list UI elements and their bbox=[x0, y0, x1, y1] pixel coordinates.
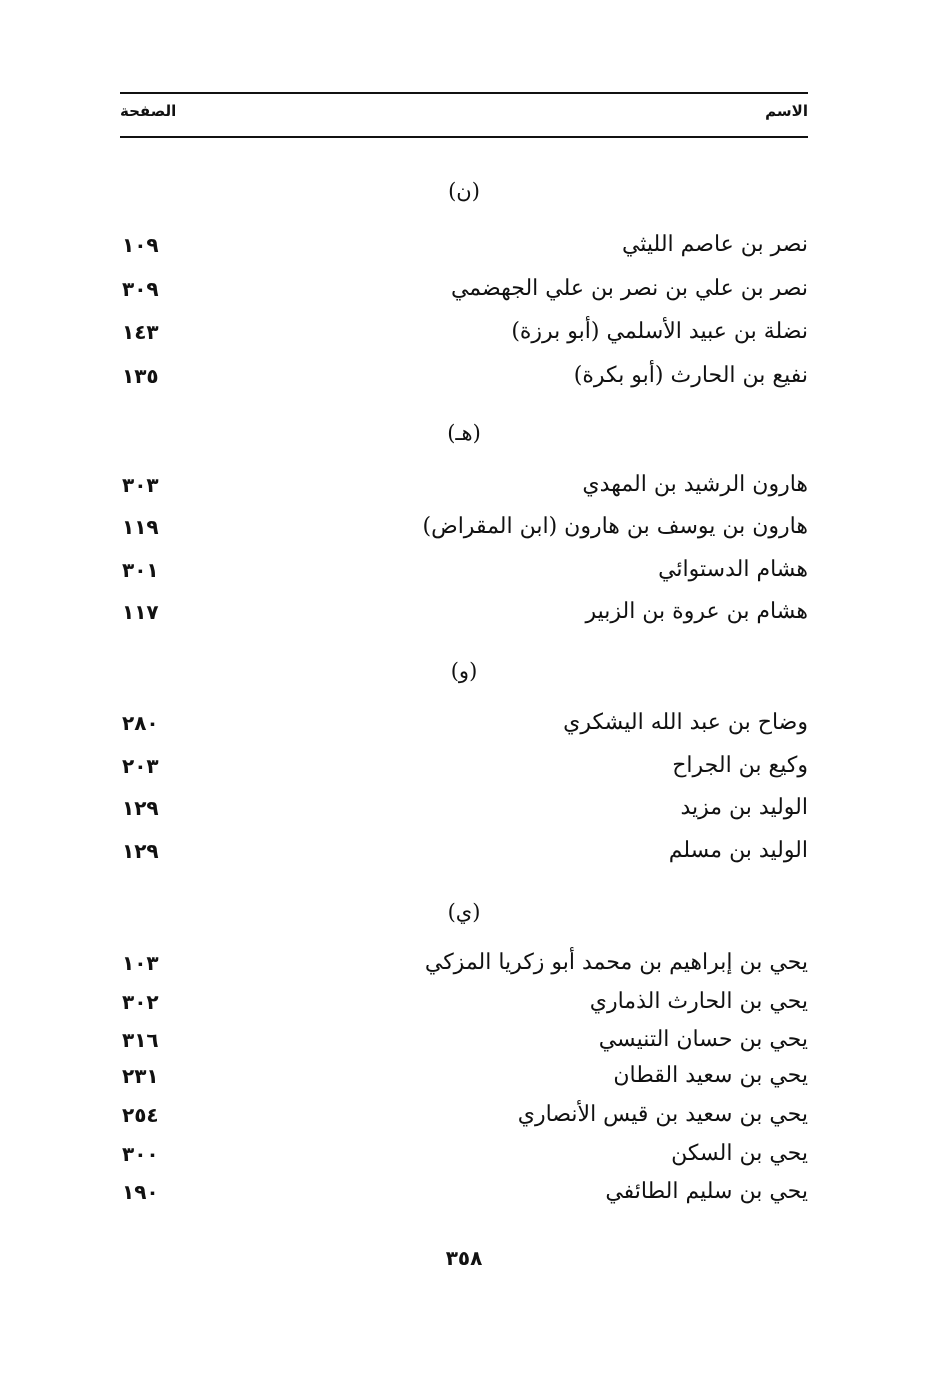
entry-page: ٢٥٤ bbox=[122, 1103, 159, 1127]
section-letter-waw: (و) bbox=[450, 659, 478, 683]
entry-name: الوليد بن مسلم bbox=[668, 838, 808, 863]
entry-name: يحي بن إبراهيم بن محمد أبو زكريا المزكي bbox=[424, 950, 808, 975]
entry-page: ١٤٣ bbox=[122, 320, 159, 344]
entry-page: ١٠٣ bbox=[122, 951, 159, 975]
section-letter-ya: (ي) bbox=[447, 900, 481, 924]
entry-page: ١٢٩ bbox=[122, 839, 159, 863]
list-item bbox=[120, 751, 808, 791]
list-item bbox=[120, 274, 808, 314]
entry-name: يحي بن السكن bbox=[671, 1141, 808, 1166]
entry-name: الوليد بن مزيد bbox=[680, 795, 808, 820]
list-item bbox=[120, 1061, 808, 1101]
entry-name: هشام بن عروة بن الزبير bbox=[585, 599, 808, 624]
entry-name: نفيع بن الحارث (أبو بكرة) bbox=[573, 363, 808, 388]
list-item bbox=[120, 1025, 808, 1065]
header-bottom-rule bbox=[120, 136, 808, 138]
entry-page: ٢٨٠ bbox=[122, 711, 159, 735]
entry-page: ٣٠٣ bbox=[122, 473, 159, 497]
entry-name: نضلة بن عبيد الأسلمي (أبو برزة) bbox=[511, 319, 808, 344]
entry-page: ١١٧ bbox=[122, 600, 159, 624]
list-item bbox=[120, 836, 808, 876]
entry-name: يحي بن سليم الطائفي bbox=[605, 1179, 808, 1204]
entry-page: ١٩٠ bbox=[122, 1180, 159, 1204]
header-top-rule bbox=[120, 92, 808, 94]
column-header-page: الصفحة bbox=[120, 102, 177, 120]
list-item bbox=[120, 597, 808, 637]
entry-page: ١٢٩ bbox=[122, 796, 159, 820]
list-item bbox=[120, 361, 808, 401]
entry-page: ٣٠٠ bbox=[122, 1142, 159, 1166]
entry-name: هارون الرشيد بن المهدي bbox=[582, 472, 808, 497]
list-item bbox=[120, 708, 808, 748]
list-item bbox=[120, 987, 808, 1027]
entry-page: ١١٩ bbox=[122, 515, 159, 539]
entry-name: نصر بن علي بن نصر بن علي الجهضمي bbox=[450, 276, 808, 301]
entry-page: ٢٠٣ bbox=[122, 754, 159, 778]
entry-name: يحي بن حسان التنيسي bbox=[598, 1027, 808, 1052]
entry-name: وضاح بن عبد الله اليشكري bbox=[563, 710, 808, 735]
entry-page: ٢٣١ bbox=[122, 1064, 159, 1088]
list-item bbox=[120, 230, 808, 270]
entry-page: ٣٠٩ bbox=[122, 277, 159, 301]
entry-name: هشام الدستوائي bbox=[658, 557, 808, 582]
entry-page: ١٣٥ bbox=[122, 364, 159, 388]
entry-page: ٣٠٢ bbox=[122, 990, 159, 1014]
column-header-name: الاسم bbox=[765, 102, 808, 120]
entry-name: هارون بن يوسف بن هارون (ابن المقراض) bbox=[422, 514, 808, 539]
list-item bbox=[120, 317, 808, 357]
list-item bbox=[120, 470, 808, 510]
entry-name: نصر بن عاصم الليثي bbox=[621, 232, 808, 257]
entry-name: يحي بن سعيد بن قيس الأنصاري bbox=[517, 1102, 808, 1127]
list-item bbox=[120, 1177, 808, 1217]
list-item bbox=[120, 948, 808, 988]
list-item bbox=[120, 1139, 808, 1179]
entry-name: وكيع بن الجراح bbox=[672, 753, 808, 778]
list-item bbox=[120, 512, 808, 552]
entry-page: ٣٠١ bbox=[122, 558, 159, 582]
list-item bbox=[120, 555, 808, 595]
list-item bbox=[120, 793, 808, 833]
entry-name: يحي بن سعيد القطان bbox=[613, 1063, 808, 1088]
page-number: ٣٥٨ bbox=[445, 1246, 483, 1270]
section-letter-noon: (ن) bbox=[448, 179, 480, 203]
entry-name: يحي بن الحارث الذماري bbox=[589, 989, 808, 1014]
section-letter-ha: (هـ) bbox=[447, 421, 481, 445]
list-item bbox=[120, 1100, 808, 1140]
index-page bbox=[120, 0, 808, 1385]
entry-page: ٣١٦ bbox=[122, 1028, 159, 1052]
entry-page: ١٠٩ bbox=[122, 233, 159, 257]
